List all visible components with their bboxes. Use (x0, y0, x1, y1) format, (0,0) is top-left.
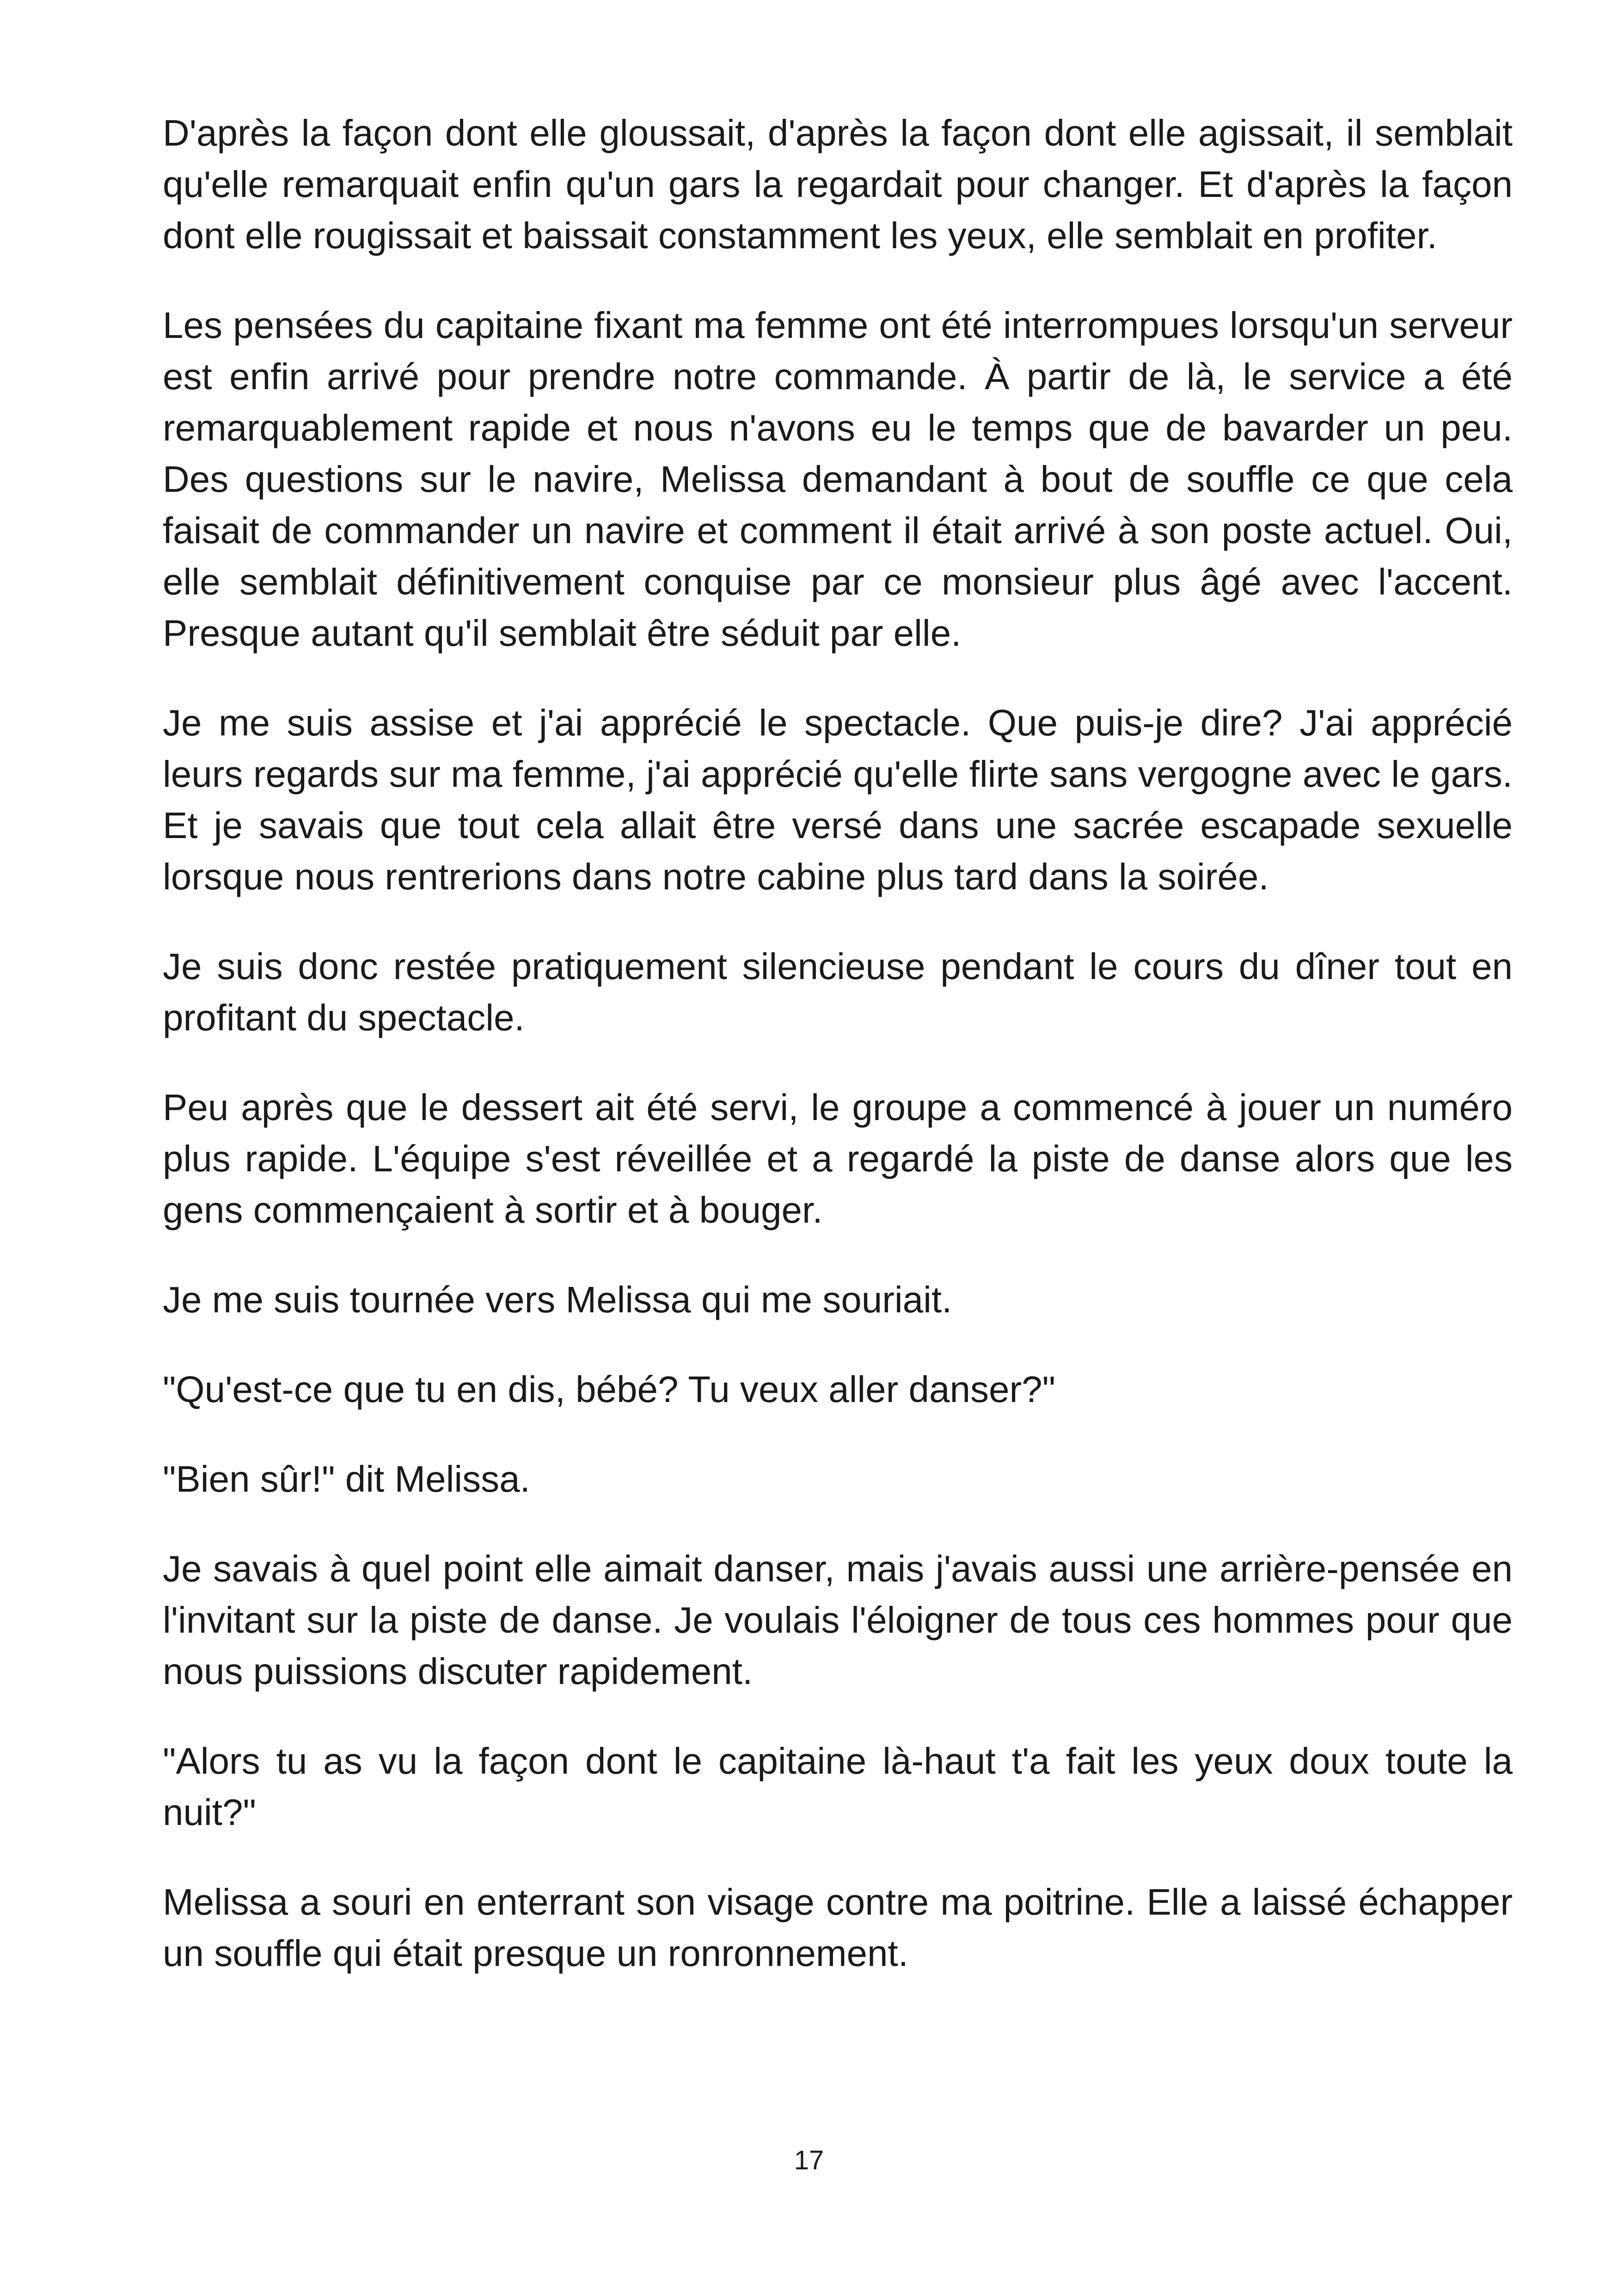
paragraph: Peu après que le dessert ait été servi, le groupe a commencé à jouer un numéro plus rapide. L'équipe s'est réveillée et a regardé la piste de danse alors que les gens commençaient à sortir et à bouger. (163, 1087, 1513, 1231)
paragraph: "Bien sûr!" dit Melissa. (163, 1458, 530, 1500)
page-number: 17 (794, 2145, 824, 2175)
body-text (163, 107, 1513, 2017)
paragraph: Melissa a souri en enterrant son visage contre ma poitrine. Elle a laissé échapper un souffle qui était presque un ronronnement. (163, 1881, 1513, 1974)
paragraph: Je me suis assise et j'ai apprécié le spectacle. Que puis-je dire? J'ai apprécié leurs regards sur ma femme, j'ai apprécié qu'elle flirte sans vergogne avec le gars. Et je savais que tout cela allait être versé dans une sacrée escapade sexuelle lorsque nous rentrerions dans notre cabine plus tard dans la soirée. (163, 702, 1513, 897)
paragraph: Je suis donc restée pratiquement silencieuse pendant le cours du dîner tout en profitant du spectacle. (163, 946, 1513, 1038)
paragraph: Je savais à quel point elle aimait danser, mais j'avais aussi une arrière-pensée en l'invitant sur la piste de danse. Je voulais l'éloigner de tous ces hommes pour que nous puissions discuter rapidement. (163, 1548, 1513, 1692)
paragraph: D'après la façon dont elle gloussait, d'après la façon dont elle agissait, il semblait qu'elle remarquait enfin qu'un gars la regardait pour changer. Et d'après la façon dont elle rougissait et baissait constamment les yeux, elle semblait en profiter. (163, 112, 1513, 256)
paragraph: "Qu'est-ce que tu en dis, bébé? Tu veux aller danser?" (163, 1369, 1056, 1410)
paragraph: Je me suis tournée vers Melissa qui me souriait. (163, 1279, 952, 1320)
paragraph: "Alors tu as vu la façon dont le capitaine là-haut t'a fait les yeux doux toute la nuit?" (163, 1740, 1513, 1833)
paragraph: Les pensées du capitaine fixant ma femme ont été interrompues lorsqu'un serveur est enfin arrivé pour prendre notre commande. À partir de là, le service a été remarquablement rapide et nous n'avons eu le temps que de bavarder un peu. Des questions sur le navire, Melissa demandant à bout de souffle ce que cela faisait de commander un navire et comment il était arrivé à son poste actuel. Oui, elle semblait définitivement conquise par ce monsieur plus âgé avec l'accent. Presque autant qu'il semblait être séduit par elle. (163, 305, 1513, 654)
